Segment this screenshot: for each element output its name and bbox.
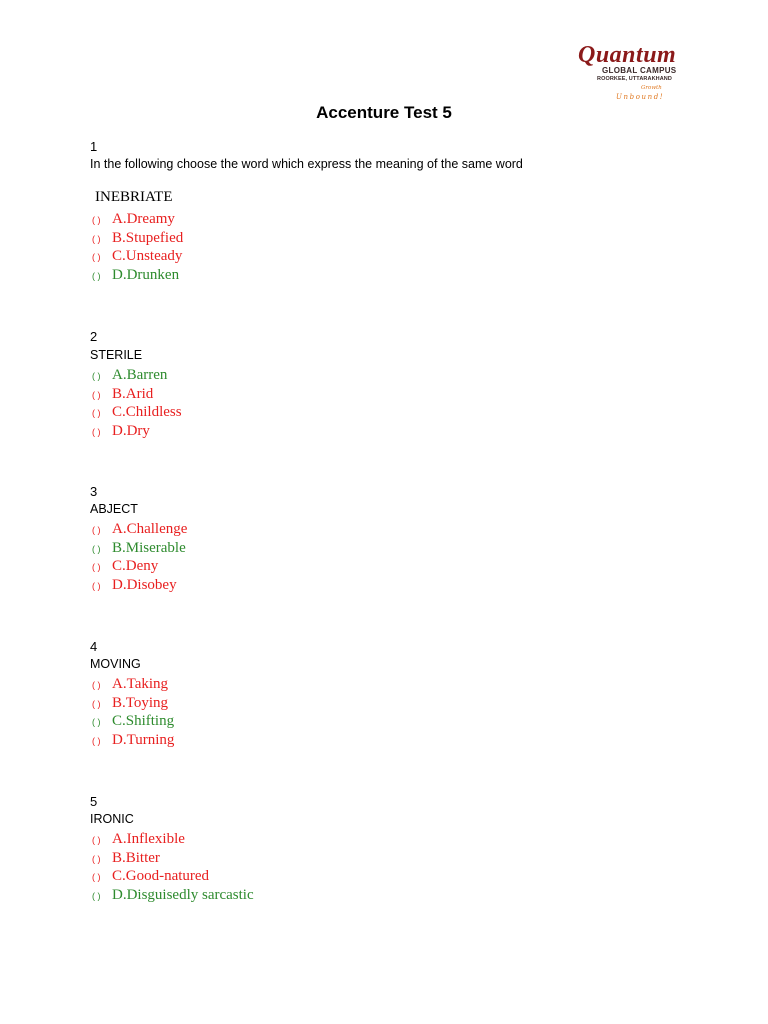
option-item[interactable] [92,266,183,285]
option-checkbox[interactable]: ( ) [92,835,101,845]
option-label: B.Bitter [112,849,160,866]
option-checkbox[interactable]: ( ) [92,215,101,225]
option-checkbox[interactable]: ( ) [92,680,101,690]
option-item[interactable] [92,694,174,713]
option-label: C.Good-natured [112,868,210,884]
question-number-1: 1 [90,139,98,154]
option-item[interactable] [92,830,254,849]
option-checkbox[interactable]: ( ) [92,872,101,882]
option-item[interactable] [92,385,182,404]
option-label: B.Arid [112,385,154,402]
option-checkbox[interactable]: ( ) [92,853,101,864]
options-list-5 [92,830,254,904]
option-label: A.Inflexible [112,831,185,847]
option-label: D.Turning [112,731,175,748]
option-label: A.Challenge [112,521,188,537]
option-item[interactable] [92,576,187,595]
option-checkbox[interactable]: ( ) [92,890,101,901]
option-item[interactable] [92,229,183,248]
option-label: A.Taking [112,676,169,692]
option-checkbox[interactable]: ( ) [92,233,101,244]
option-item[interactable] [92,520,187,539]
option-item[interactable] [92,210,183,229]
logo-tagline-bottom: Unbound! [616,93,665,101]
option-checkbox[interactable]: ( ) [92,717,101,727]
option-label: D.Disguisedly sarcastic [112,886,254,903]
option-checkbox[interactable]: ( ) [92,426,101,437]
option-item[interactable] [92,712,174,731]
page-title: Accenture Test 5 [316,103,452,122]
option-item[interactable] [92,557,187,576]
question-word-2: STERILE [90,348,143,362]
option-checkbox[interactable]: ( ) [92,562,101,572]
option-label: A.Barren [112,367,168,383]
option-item[interactable] [92,403,182,422]
option-checkbox[interactable]: ( ) [92,408,101,418]
option-label: D.Drunken [112,266,180,283]
question-word-5: IRONIC [90,812,134,826]
option-item[interactable] [92,247,183,266]
option-label: D.Disobey [112,576,177,593]
question-number-5: 5 [90,794,98,809]
option-label: C.Unsteady [112,248,183,264]
option-checkbox[interactable]: ( ) [92,252,101,262]
question-word-3: ABJECT [90,502,138,516]
quantum-logo [574,40,686,106]
question-word-4: MOVING [90,657,141,671]
option-checkbox[interactable]: ( ) [92,543,101,554]
logo-brand: Quantum [578,42,677,68]
option-item[interactable] [92,849,254,868]
options-list-1 [92,210,183,284]
option-item[interactable] [92,886,254,905]
option-item[interactable] [92,366,182,385]
option-checkbox[interactable]: ( ) [92,389,101,400]
question-number-4: 4 [90,639,98,654]
option-label: B.Toying [112,694,169,711]
option-label: B.Miserable [112,539,186,556]
option-checkbox[interactable]: ( ) [92,735,101,746]
option-checkbox[interactable]: ( ) [92,580,101,591]
question-word-1: INEBRIATE [95,189,173,205]
option-label: C.Childless [112,404,182,420]
option-label: A.Dreamy [112,211,175,227]
option-item[interactable] [92,539,187,558]
option-label: C.Deny [112,558,159,574]
instruction-text: In the following choose the word which express the meaning of the same word [90,157,523,171]
option-item[interactable] [92,731,174,750]
options-list-2 [92,366,182,440]
question-number-2: 2 [90,329,98,344]
option-checkbox[interactable]: ( ) [92,270,101,281]
option-item[interactable] [92,422,182,441]
option-label: D.Dry [112,422,150,439]
option-label: C.Shifting [112,713,175,729]
question-number-3: 3 [90,484,98,499]
logo-location: ROORKEE, UTTARAKHAND [597,76,672,82]
option-checkbox[interactable]: ( ) [92,371,101,381]
logo-tagline-top: Growth [641,85,662,91]
option-checkbox[interactable]: ( ) [92,525,101,535]
option-checkbox[interactable]: ( ) [92,698,101,709]
logo-campus: GLOBAL CAMPUS [602,66,677,75]
option-item[interactable] [92,675,174,694]
option-label: B.Stupefied [112,229,184,246]
options-list-3 [92,520,187,594]
option-item[interactable] [92,867,254,886]
options-list-4 [92,675,174,749]
